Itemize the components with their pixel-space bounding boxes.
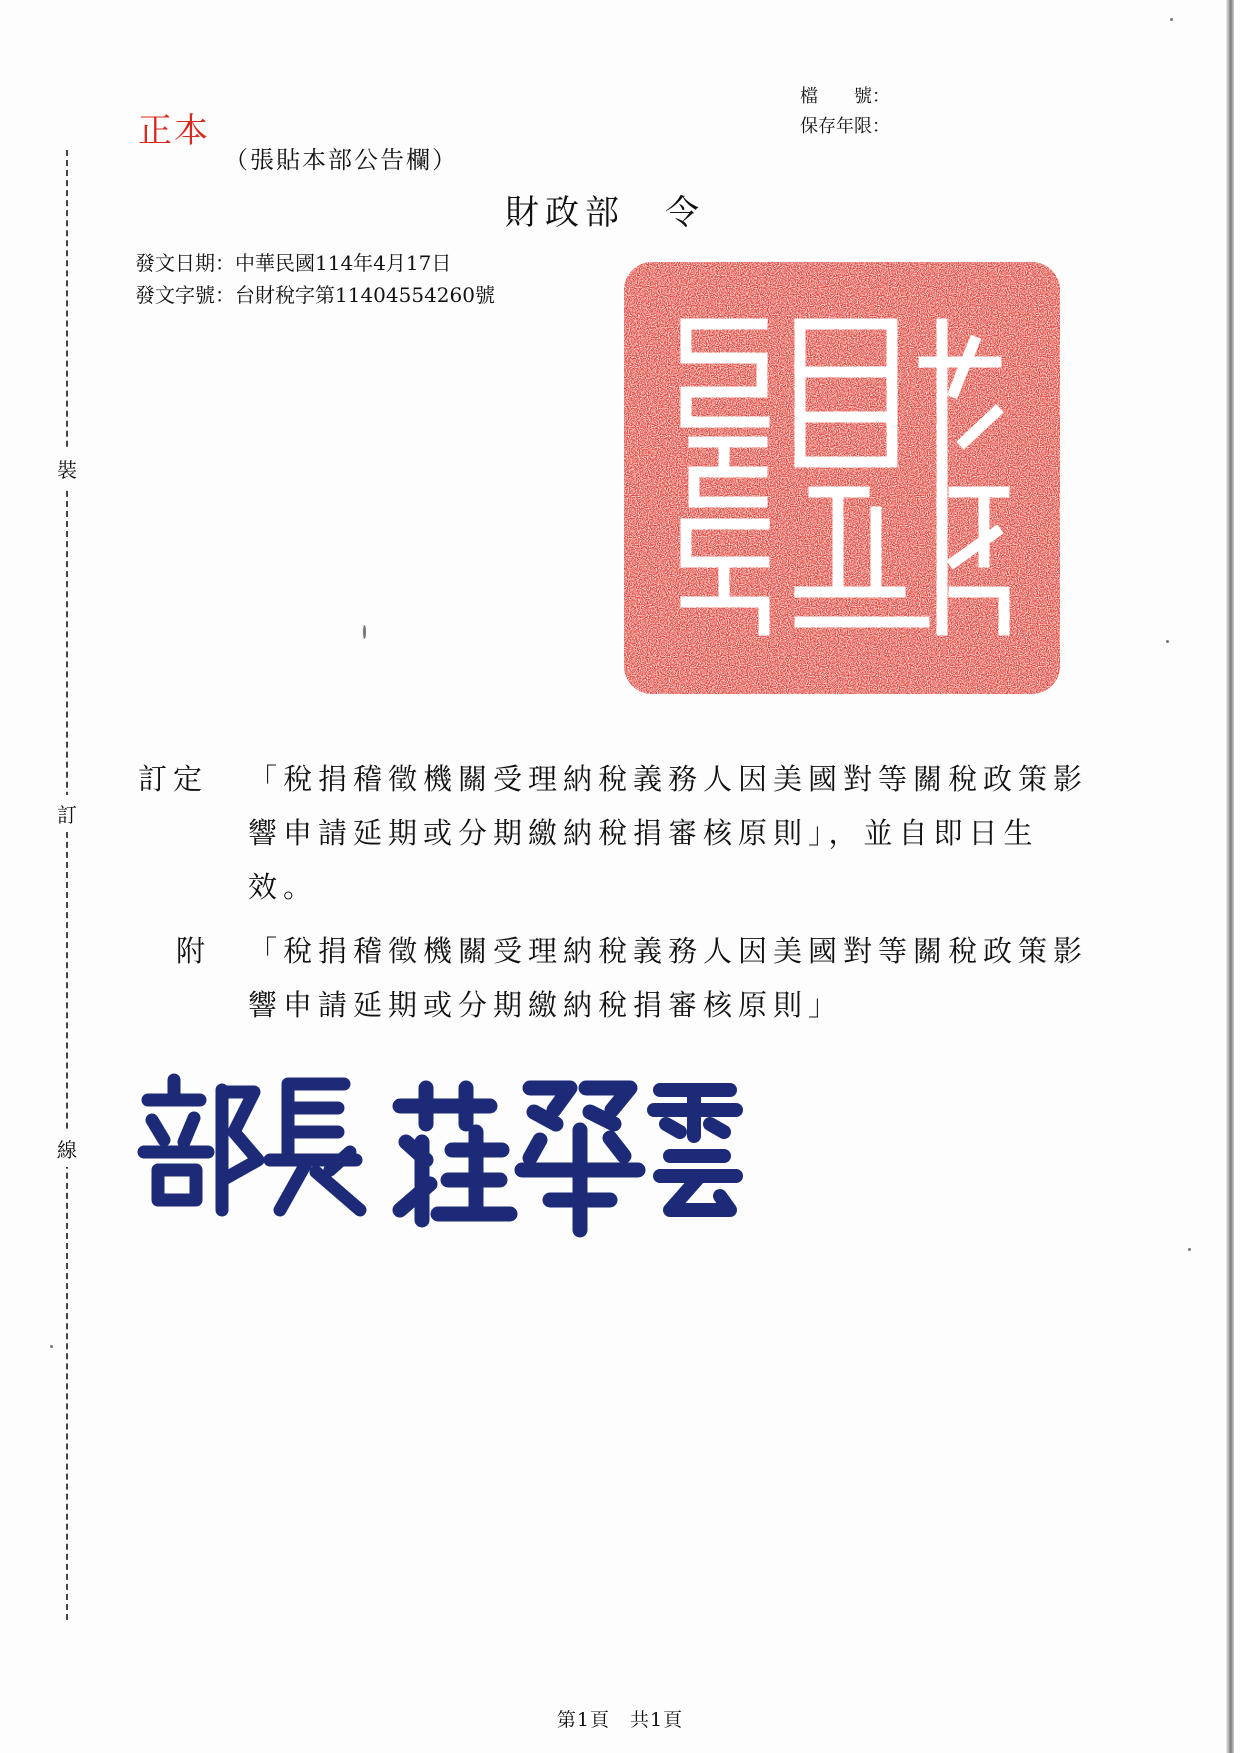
order-paragraph: [138, 752, 1098, 914]
retention-row: [800, 112, 890, 142]
attachment-paragraph: [138, 924, 1098, 1032]
attachment-lead: 附: [176, 934, 212, 968]
document-title: 財政部 令: [505, 193, 705, 233]
ministry-seal-icon: [624, 262, 1060, 694]
scan-speck: [1188, 1248, 1191, 1251]
posting-note: （張貼本部公告欄）: [224, 146, 458, 174]
scan-edge: [1226, 0, 1234, 1753]
scan-speck: [1170, 18, 1173, 21]
issue-date: 發文日期：中華民國114年4月17日: [135, 251, 452, 275]
file-meta: [800, 82, 890, 142]
file-number-label: 檔 號：: [800, 86, 890, 107]
retention-label: 保存年限：: [800, 116, 890, 137]
binding-mark-zhuang: 裝: [55, 450, 79, 487]
scan-speck: [1166, 640, 1169, 643]
scan-speck: [50, 1345, 53, 1348]
order-body: [138, 752, 1098, 1032]
original-copy-stamp: 正本: [138, 111, 210, 151]
scan-speck: [363, 625, 366, 639]
file-number-row: [800, 82, 890, 112]
minister-signature-icon: [130, 1060, 750, 1240]
issue-reference-number: 發文字號：台財稅字第11404554260號: [135, 283, 495, 307]
page-number: 第1頁 共1頁: [556, 1709, 684, 1731]
order-lead: 訂定: [138, 762, 209, 796]
binding-mark-ding: 訂: [55, 795, 79, 832]
issue-info: [135, 247, 495, 311]
order-text: 「稅捐稽徵機關受理納稅義務人因美國對等關稅政策影響申請延期或分期繳納稅捐審核原則」，並自即日生效。: [248, 762, 1089, 904]
binding-line: [66, 150, 68, 1620]
attachment-text: 「稅捐稽徵機關受理納稅義務人因美國對等關稅政策影響申請延期或分期繳納稅捐審核原則」: [248, 934, 1089, 1022]
binding-mark-xian: 線: [55, 1130, 79, 1167]
